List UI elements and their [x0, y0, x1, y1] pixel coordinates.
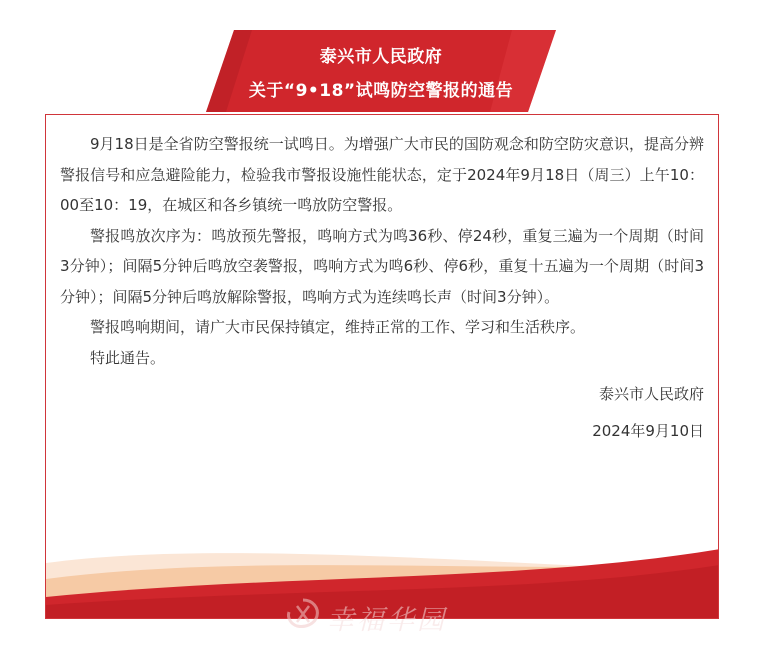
- banner-title-subject: 关于“9•18”试鸣防空警报的通告: [248, 81, 514, 101]
- notice-card: [45, 114, 719, 619]
- notice-body: [60, 129, 704, 446]
- watermark-logo-icon: [283, 596, 323, 632]
- paragraph-intro: 9月18日是全省防空警报统一试鸣日。为增强广大市民的国防观念和防空防灾意识，提高分辨警报信号和应急避险能力，检验我市警报设施性能状态，定于2024年9月18日（周三）上午10：00至10：19，在城区和各乡镇统一鸣放防空警报。: [60, 135, 704, 214]
- watermark-text: 幸福华园: [327, 605, 447, 636]
- banner-title-issuer: 泰兴市人民政府: [319, 47, 443, 67]
- title-banner: [206, 30, 556, 112]
- paragraph-closing: 特此通告。: [90, 348, 166, 367]
- paragraph-sequence: 警报鸣放次序为：鸣放预先警报，鸣响方式为鸣36秒、停24秒，重复三遍为一个周期（时间3分钟）；间隔5分钟后鸣放空袭警报，鸣响方式为鸣6秒、停6秒，重复十五遍为一个周期（时间3分钟）；间隔5分钟后鸣放解除警报，鸣响方式为连续鸣长声（时间3分钟）。: [60, 226, 704, 306]
- signature: 泰兴市人民政府: [598, 385, 704, 403]
- issue-date: 2024年9月10日: [592, 421, 704, 440]
- paragraph-request: 警报鸣响期间，请广大市民保持镇定，维持正常的工作、学习和生活秩序。: [90, 318, 586, 336]
- watermark: [283, 596, 523, 636]
